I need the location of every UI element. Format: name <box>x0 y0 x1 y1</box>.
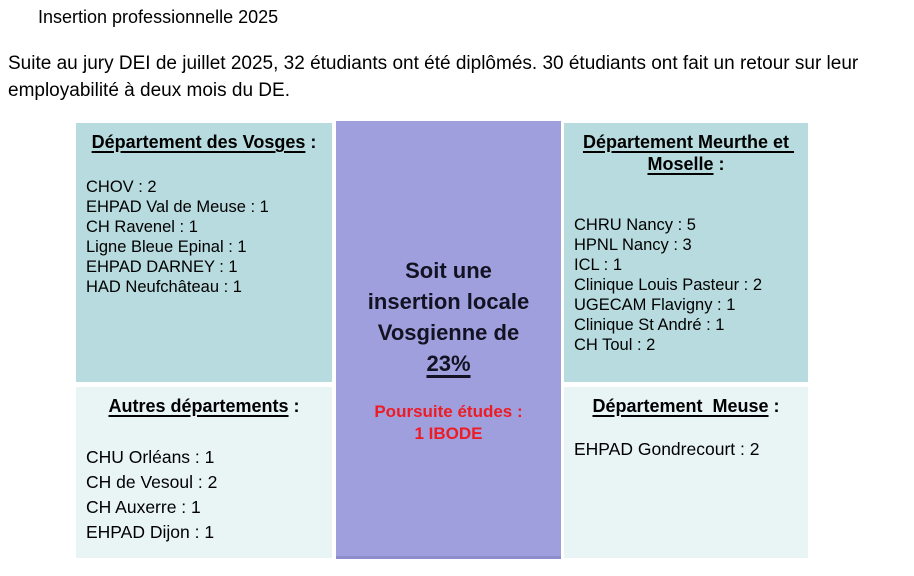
vosges-facility-list <box>86 177 322 297</box>
meuse-box-title <box>574 395 798 417</box>
insertion-rate-value: 23% <box>426 351 471 376</box>
meuse-box-title-colon: : <box>773 396 780 416</box>
summary-line: insertion locale <box>367 289 530 314</box>
meurthe-moselle-facility-list <box>574 215 798 355</box>
facility-entry: ICL : 1 <box>574 256 622 274</box>
vosges-box-title-text: Département des Vosges <box>91 132 306 152</box>
autres-departements-box-title-text: Autres départements <box>108 396 289 416</box>
facility-entry: CH Toul : 2 <box>574 336 656 354</box>
intro-text: Suite au jury DEI de juillet 2025, 32 étudiants ont été diplômés. 30 étudiants ont fait un retour sur leur employabilité à deux mois du DE. <box>8 53 859 101</box>
facility-entry: EHPAD DARNEY : 1 <box>86 258 238 276</box>
vosges-box-title <box>86 131 322 153</box>
page-title: Insertion professionnelle 2025 <box>38 7 279 27</box>
facility-entry: EHPAD Dijon : 1 <box>86 522 215 542</box>
meurthe-moselle-box-title <box>574 131 798 175</box>
poursuite-etudes-note <box>342 401 555 445</box>
autres-facility-list <box>86 445 322 545</box>
facility-entry: EHPAD Gondrecourt : 2 <box>574 439 760 459</box>
note-line: 1 IBODE <box>414 424 483 443</box>
autres-departements-box-title-colon: : <box>293 396 300 416</box>
facility-entry: CH Auxerre : 1 <box>86 497 201 517</box>
autres-departements-box <box>76 387 332 558</box>
insertion-summary-text <box>342 255 555 379</box>
facility-entry: Clinique Louis Pasteur : 2 <box>574 276 763 294</box>
facility-entry: CHOV : 2 <box>86 178 157 196</box>
facility-entry: CH Ravenel : 1 <box>86 218 198 236</box>
facility-entry: HAD Neufchâteau : 1 <box>86 278 242 296</box>
facility-entry: Ligne Bleue Epinal : 1 <box>86 238 247 256</box>
meurthe-moselle-box-title-colon: : <box>718 154 725 174</box>
autres-departements-box-title <box>86 395 322 417</box>
meurthe-moselle-box <box>564 123 808 382</box>
facility-entry: CH de Vesoul : 2 <box>86 472 218 492</box>
meurthe-moselle-box-title-text: Département Meurthe et Moselle <box>582 132 795 174</box>
summary-line: Soit une <box>405 258 492 283</box>
facility-entry: HPNL Nancy : 3 <box>574 236 692 254</box>
facility-entry: Clinique St André : 1 <box>574 316 725 334</box>
central-summary-box <box>336 121 561 559</box>
facility-entry: EHPAD Val de Meuse : 1 <box>86 198 269 216</box>
facility-entry: CHU Orléans : 1 <box>86 447 215 467</box>
facility-entry: UGECAM Flavigny : 1 <box>574 296 736 314</box>
vosges-box <box>76 123 332 382</box>
vosges-box-title-colon: : <box>310 132 317 152</box>
note-line: Poursuite études : <box>374 402 523 421</box>
meuse-box <box>564 387 808 558</box>
facility-entry: CHRU Nancy : 5 <box>574 216 696 234</box>
meuse-facility-list <box>574 437 798 462</box>
summary-line: Vosgienne de <box>377 320 520 345</box>
meuse-box-title-text: Département Meuse <box>592 396 769 416</box>
